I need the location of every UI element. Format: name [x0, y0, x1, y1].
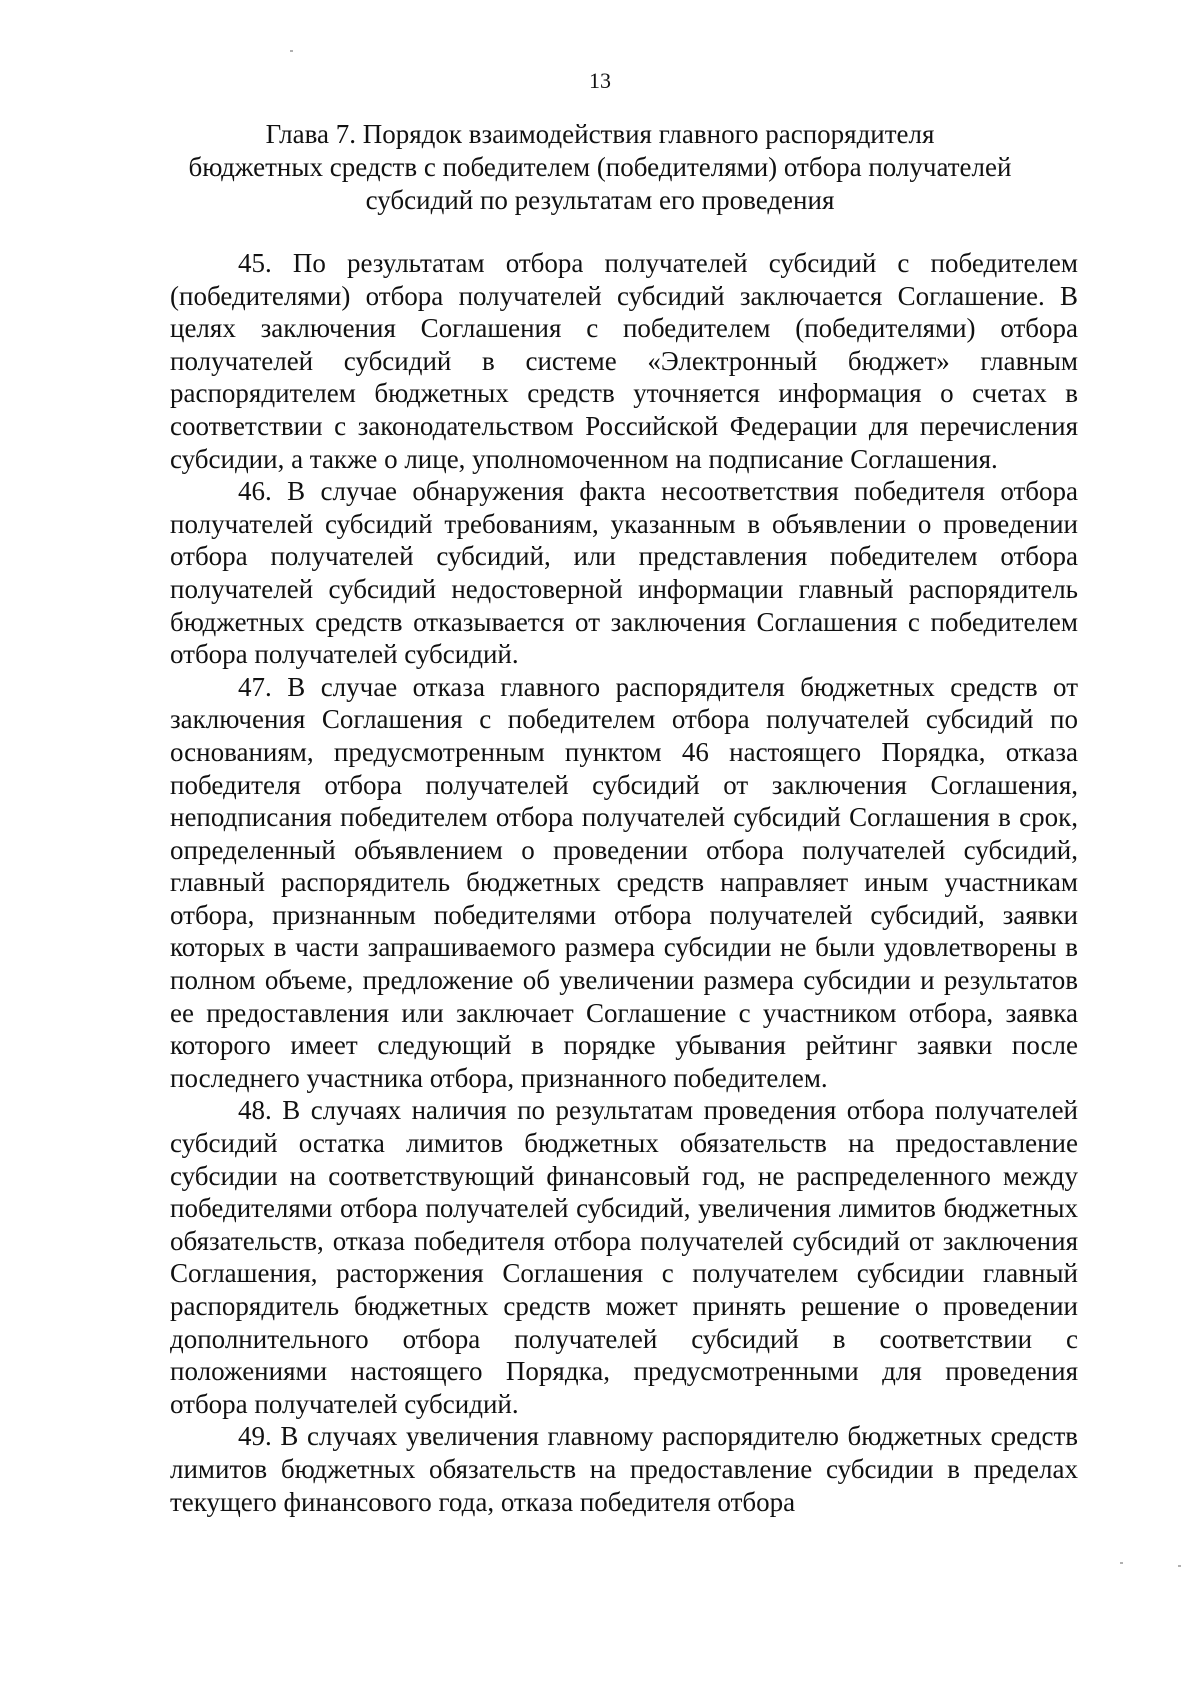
- scan-artifact: [1178, 1565, 1181, 1567]
- paragraph-45: 45. По результатам отбора получателей субсидий с победителем (победителями) отбора получателей субсидий заключается Соглашение. В целях заключения Соглашения с победителем (победителями) отбора получателей субсидий в системе «Электронный бюджет» главным распорядителем бюджетных средств уточняется информация о счетах в соответствии с законодательством Российской Федерации для перечисления субсидии, а также о лице, уполномоченном на подписание Соглашения.: [170, 248, 1078, 474]
- paragraph-47: 47. В случае отказа главного распорядителя бюджетных средств от заключения Соглашения с победителем отбора получателей субсидий по основаниям, предусмотренным пунктом 46 настоящего Порядка, отказа победителя отбора получателей субсидий от заключения Соглашения, неподписания победителем отбора получателей субсидий Соглашения в срок, определенный объявлением о проведении отбора получателей субсидий, главный распорядитель бюджетных средств направляет иным участникам отбора, признанным победителями отбора получателей субсидий, заявки которых в части запрашиваемого размера субсидии не были удовлетворены в полном объеме, предложение об увеличении размера субсидии и результатов ее предоставления или заключает Соглашение с участником отбора, заявка которого имеет следующий в порядке убывания рейтинг заявки после последнего участника отбора, признанного победителем.: [170, 671, 1078, 1093]
- document-body: [170, 247, 1078, 1518]
- chapter-title-line: Глава 7. Порядок взаимодействия главного распорядителя: [265, 119, 935, 149]
- paragraph-46: 46. В случае обнаружения факта несоответствия победителя отбора получателей субсидий требованиям, указанным в объявлении о проведении отбора получателей субсидий, или представления победителем отбора получателей субсидий недостоверной информации главный распорядитель бюджетных средств отказывается от заключения Соглашения с победителем отбора получателей субсидий.: [170, 476, 1078, 670]
- chapter-title-line: субсидий по результатам его проведения: [365, 185, 835, 215]
- paragraph-49: 49. В случаях увеличения главному распорядителю бюджетных средств лимитов бюджетных обязательств на предоставление субсидии в пределах текущего финансового года, отказа победителя отбора: [170, 1421, 1078, 1517]
- chapter-title-line: бюджетных средств с победителем (победителями) отбора получателей: [188, 152, 1012, 182]
- page-number: 13: [589, 68, 611, 93]
- scan-artifact: [290, 50, 293, 52]
- chapter-title: [150, 118, 1050, 217]
- paragraph-48: 48. В случаях наличия по результатам проведения отбора получателей субсидий остатка лимитов бюджетных обязательств на предоставление субсидии на соответствующий финансовый год, не распределенного между победителями отбора получателей субсидий, увеличения лимитов бюджетных обязательств, отказа победителя отбора получателей субсидий от заключения Соглашения, расторжения Соглашения с получателем субсидии главный распорядитель бюджетных средств может принять решение о проведении дополнительного отбора получателей субсидий в соответствии с положениями настоящего Порядка, предусмотренными для проведения отбора получателей субсидий.: [170, 1095, 1078, 1419]
- scan-artifact: [1120, 1562, 1123, 1564]
